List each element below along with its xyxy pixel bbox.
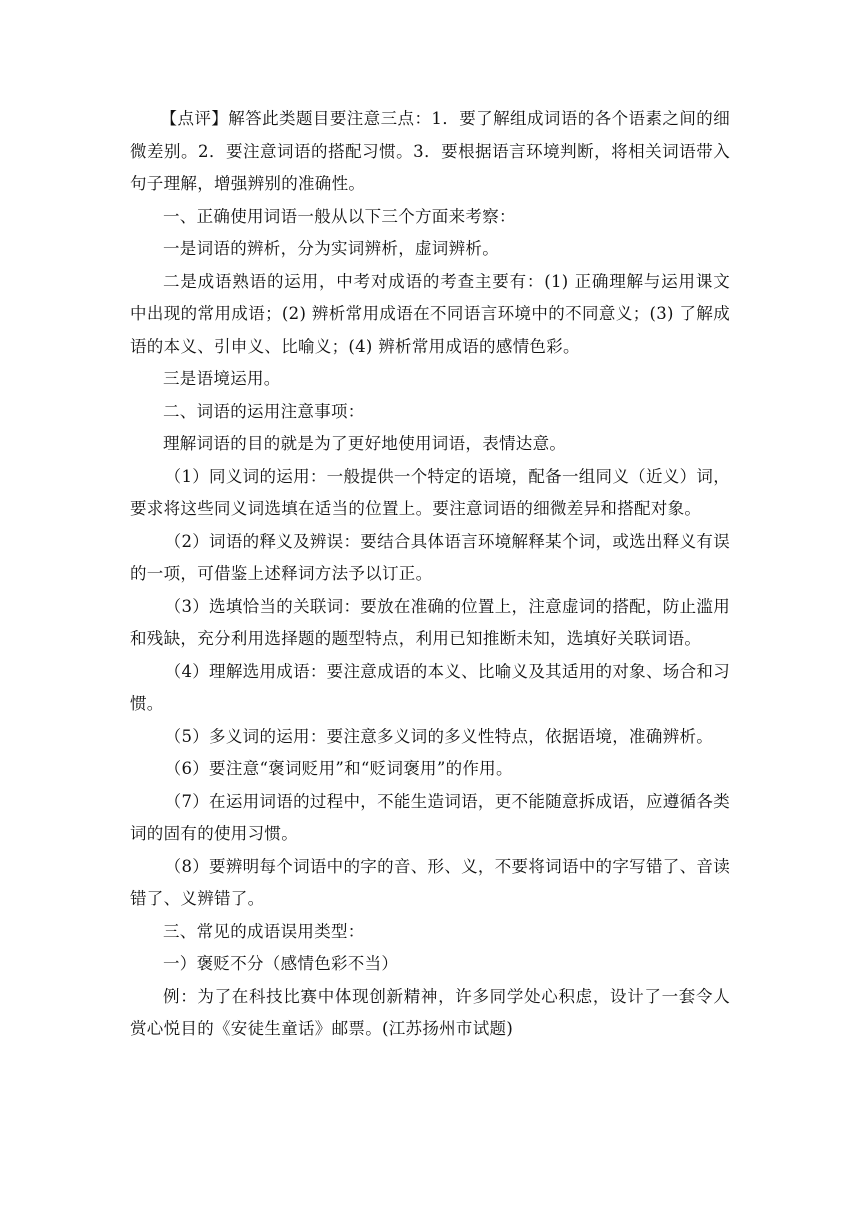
comment-paragraph: 【点评】解答此类题目要注意三点：1．要了解组成词语的各个语素之间的细微差别。2．要注意词语的搭配习惯。3．要根据语言环境判断，将相关词语带入句子理解，增强辨别的准确性。 xyxy=(130,109,730,193)
list-item-6: （6）要注意“褒词贬用”和“贬词褒用”的作用。 xyxy=(164,759,513,778)
list-item-1: （1）同义词的运用：一般提供一个特定的语境，配备一组同义（近义）词，要求将这些同义词选填在适当的位置上。要注意词语的细微差异和搭配对象。 xyxy=(130,466,730,518)
list-item-3: （3）选填恰当的关联词：要放在准确的位置上，注意虚词的搭配，防止滥用和残缺，充分利用选择题的题型特点，利用已知推断未知，选填好关联词语。 xyxy=(130,596,730,648)
list-item-8: （8）要辨明每个词语中的字的音、形、义，不要将词语中的字写错了、音读错了、义辨错了。 xyxy=(130,856,730,908)
section-heading-1: 一、正确使用词语一般从以下三个方面来考察： xyxy=(163,206,516,226)
paragraph-idioms: 二是成语熟语的运用，中考对成语的考查主要有：(1) 正确理解与运用课文中出现的常用成语；(2) 辨析常用成语在不同语言环境中的不同意义；(3) 了解成语的本义、引申义、比喻义；(4) 辨析常用成语的感情色彩。 xyxy=(130,271,730,356)
subsection-heading-1: 一）褒贬不分（感情色彩不当） xyxy=(163,954,399,973)
section-heading-3: 三、常见的成语误用类型： xyxy=(163,921,365,941)
document-body xyxy=(130,103,730,1046)
list-item-4: （4）理解选用成语：要注意成语的本义、比喻义及其适用的对象、场合和习惯。 xyxy=(130,661,730,713)
list-item-5: （5）多义词的运用：要注意多义词的多义性特点，依据语境，准确辨析。 xyxy=(164,726,714,746)
list-item-7: （7）在运用词语的过程中，不能生造词语，更不能随意拆成语，应遵循各类词的固有的使用习惯。 xyxy=(130,791,730,843)
list-item-2: （2）词语的释义及辨误：要结合具体语言环境解释某个词，或选出释义有误的一项，可借鉴上述释词方法予以订正。 xyxy=(130,531,730,583)
example-paragraph: 例：为了在科技比赛中体现创新精神，许多同学处心积虑，设计了一套令人赏心悦目的《安徒生童话》邮票。(江苏扬州市试题) xyxy=(130,986,730,1038)
section-heading-2: 二、词语的运用注意事项： xyxy=(163,401,365,421)
paragraph-word-analysis: 一是词语的辨析，分为实词辨析，虚词辨析。 xyxy=(163,239,499,258)
paragraph-purpose: 理解词语的目的就是为了更好地使用词语，表情达意。 xyxy=(163,434,567,453)
paragraph-context: 三是语境运用。 xyxy=(163,369,281,388)
